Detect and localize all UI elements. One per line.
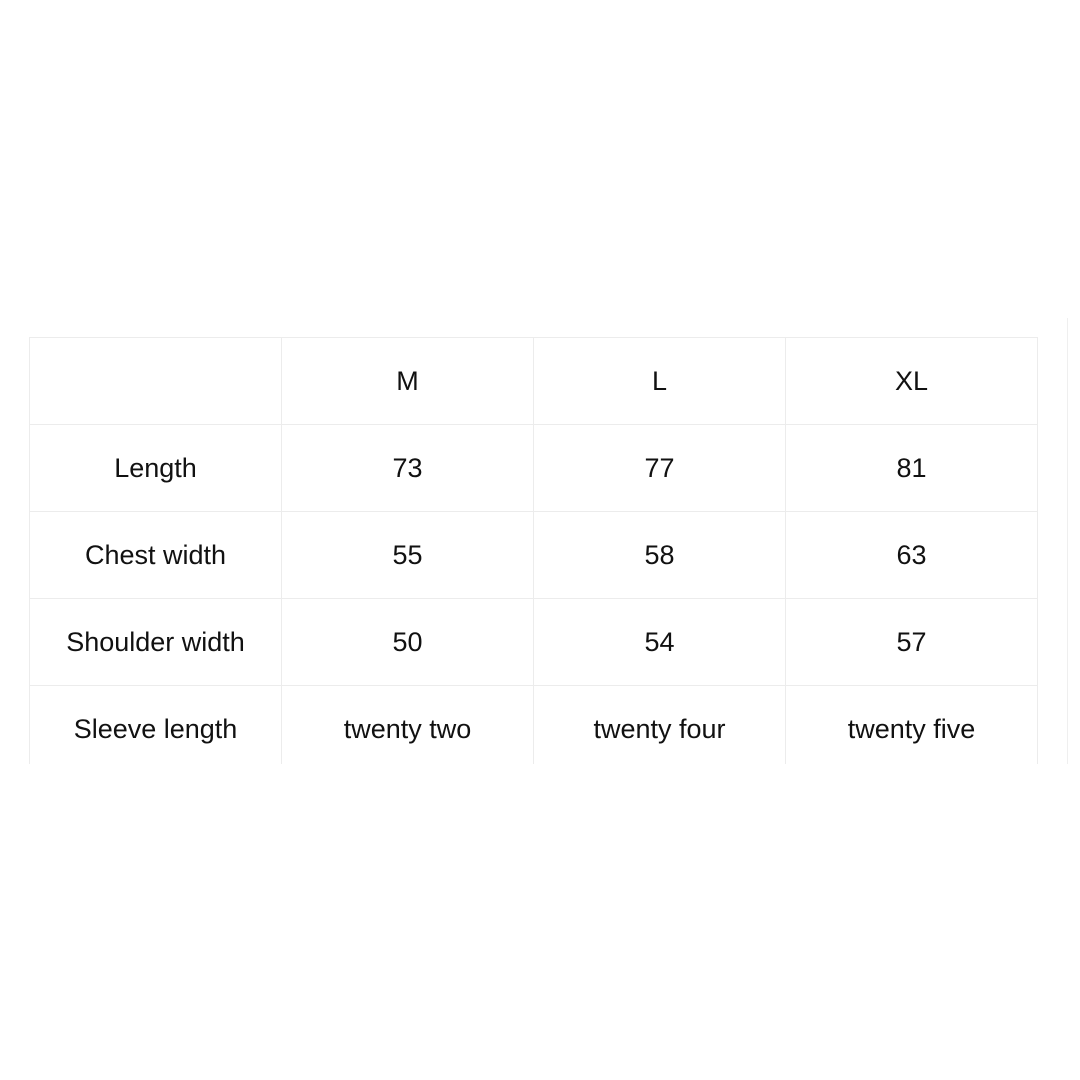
row-label-sleeve-length: Sleeve length [30,686,282,765]
cell-chest-width-xl: 63 [786,512,1038,599]
table-row-sleeve-length [30,686,1038,765]
header-size-xl: XL [786,338,1038,425]
right-edge-divider [1067,318,1068,764]
row-label-shoulder-width: Shoulder width [30,599,282,686]
table-row-shoulder-width [30,599,1038,686]
cell-sleeve-length-m: twenty two [282,686,534,765]
header-corner-cell [30,338,282,425]
row-label-chest-width: Chest width [30,512,282,599]
cell-chest-width-m: 55 [282,512,534,599]
table-row-chest-width [30,512,1038,599]
cell-shoulder-width-m: 50 [282,599,534,686]
cell-sleeve-length-l: twenty four [534,686,786,765]
cell-shoulder-width-xl: 57 [786,599,1038,686]
header-row [30,338,1038,425]
cell-shoulder-width-l: 54 [534,599,786,686]
cell-length-xl: 81 [786,425,1038,512]
size-chart-container [29,337,1038,764]
header-size-l: L [534,338,786,425]
cell-length-l: 77 [534,425,786,512]
cell-chest-width-l: 58 [534,512,786,599]
row-label-length: Length [30,425,282,512]
table-row-length [30,425,1038,512]
cell-sleeve-length-xl: twenty five [786,686,1038,765]
cell-length-m: 73 [282,425,534,512]
size-chart-table [29,337,1038,764]
header-size-m: M [282,338,534,425]
